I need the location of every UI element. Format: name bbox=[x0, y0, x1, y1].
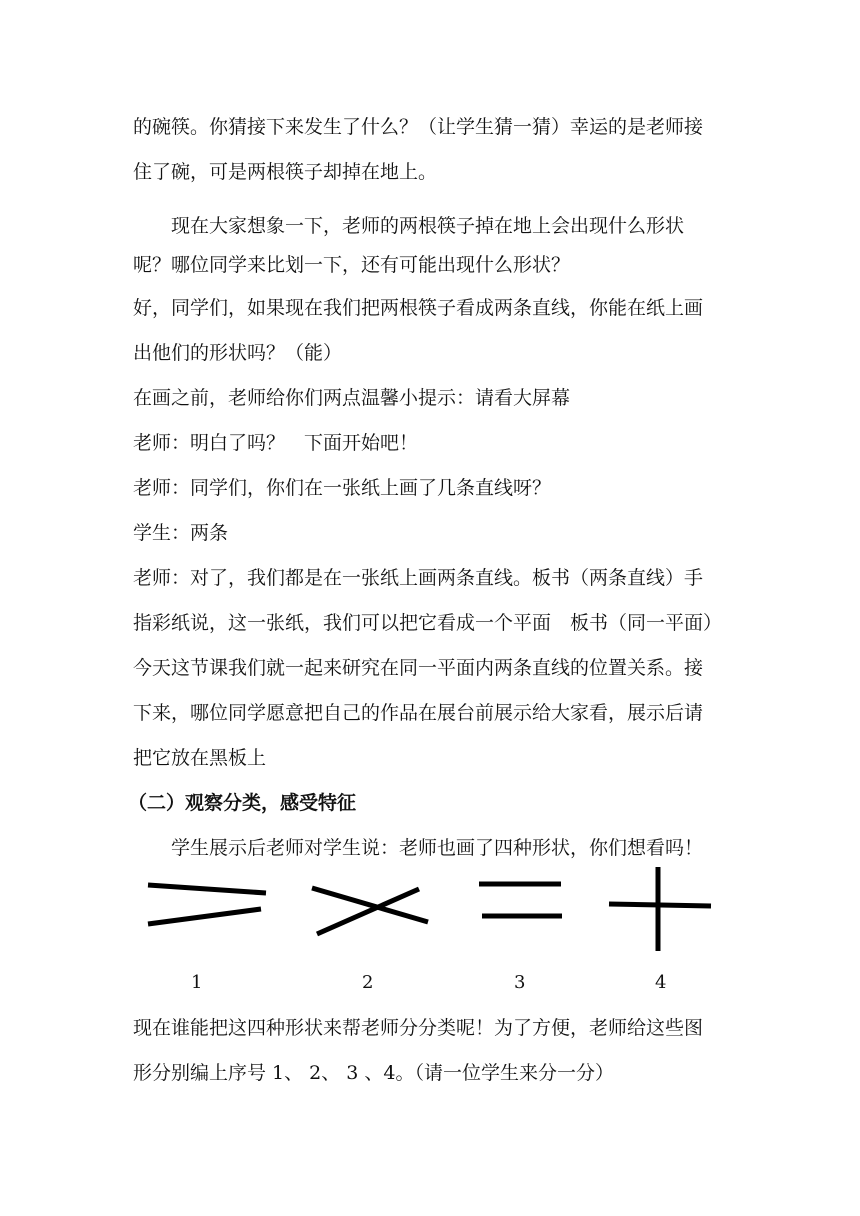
figure-1-line-b bbox=[148, 909, 261, 924]
paragraph-line: 学生：两条 bbox=[133, 522, 229, 544]
intro-line: 学生展示后老师对学生说：老师也画了四种形状，你们想看吗！ bbox=[133, 837, 704, 859]
paragraph-line: 好，同学们，如果现在我们把两根筷子看成两条直线，你能在纸上画 bbox=[133, 297, 704, 319]
figure-label-1: 1 bbox=[191, 972, 203, 993]
paragraph-line: 老师：明白了吗？ 下面开始吧！ bbox=[133, 432, 419, 454]
paragraph-line: 在画之前，老师给你们两点温馨小提示：请看大屏幕 bbox=[133, 387, 571, 409]
figure-label-4: 4 bbox=[655, 972, 667, 993]
figure-2-line-b bbox=[317, 889, 419, 934]
paragraph-line: 住了碗，可是两根筷子却掉在地上。 bbox=[133, 161, 438, 183]
figure-label-3: 3 bbox=[514, 972, 526, 993]
paragraph-line: 下来，哪位同学愿意把自己的作品在展台前展示给大家看，展示后请 bbox=[133, 702, 704, 724]
figure-2-line-a bbox=[312, 888, 428, 922]
paragraph-line: 形分别编上序号 1、 2、 3 、4。（请一位学生来分一分） bbox=[133, 1062, 615, 1084]
figure-label-2: 2 bbox=[362, 972, 374, 993]
paragraph-line: 现在大家想象一下，老师的两根筷子掉在地上会出现什么形状 bbox=[133, 215, 685, 237]
paragraph-line: 老师：对了，我们都是在一张纸上画两条直线。板书（两条直线）手 bbox=[133, 567, 704, 589]
paragraph-line: 呢？哪位同学来比划一下，还有可能出现什么形状？ bbox=[133, 254, 571, 276]
figure-1-line-a bbox=[148, 885, 266, 893]
section-heading: （二）观察分类，感受特征 bbox=[128, 792, 357, 814]
paragraph-line: 今天这节课我们就一起来研究在同一平面内两条直线的位置关系。接 bbox=[133, 657, 704, 679]
paragraph-line: 指彩纸说，这一张纸，我们可以把它看成一个平面 板书（同一平面） bbox=[133, 612, 723, 634]
paragraph-line: 老师：同学们，你们在一张纸上画了几条直线呀？ bbox=[133, 477, 552, 499]
paragraph-line: 现在谁能把这四种形状来帮老师分分类呢！为了方便，老师给这些图 bbox=[133, 1017, 704, 1039]
figure-4-line-h bbox=[609, 904, 711, 906]
paragraph-line: 把它放在黑板上 bbox=[133, 747, 267, 769]
paragraph-line: 出他们的形状吗？（能） bbox=[133, 342, 343, 364]
paragraph-line: 的碗筷。你猜接下来发生了什么？（让学生猜一猜）幸运的是老师接 bbox=[133, 116, 704, 138]
